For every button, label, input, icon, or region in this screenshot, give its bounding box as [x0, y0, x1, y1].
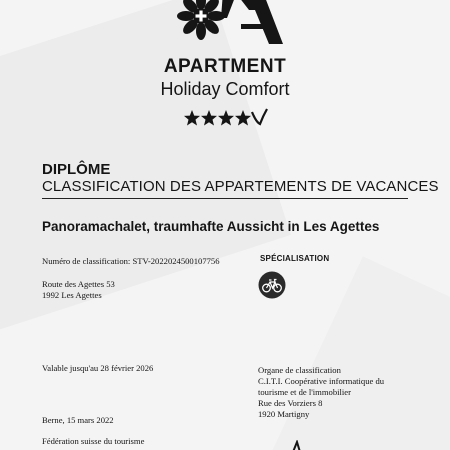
- signature-mark-icon: [291, 440, 307, 450]
- star-icon: [201, 110, 217, 126]
- organ-line: 1920 Martigny: [258, 409, 310, 420]
- organ-line: C.I.T.I. Coopérative informatique du: [258, 376, 385, 387]
- diploma-title: DIPLÔME: [42, 161, 111, 178]
- issuer-federation: Fédération suisse du tourisme: [42, 436, 145, 446]
- edelweiss-logo-icon: [165, 0, 285, 46]
- background-swoosh: [261, 256, 450, 450]
- property-name: Panoramachalet, traumhafte Aussicht in Les Agettes: [42, 219, 380, 234]
- organ-line: Rue des Vorziers 8: [258, 398, 323, 409]
- diploma-subtitle: CLASSIFICATION DES APPARTEMENTS DE VACANCES: [42, 178, 439, 195]
- star-icon: [184, 110, 200, 126]
- classification-organ: [258, 365, 384, 420]
- rating-stars: [184, 108, 268, 128]
- validity-date: Valable jusqu'au 28 février 2026: [42, 363, 154, 373]
- classification-number: Numéro de classification: STV-2022024500107756: [42, 256, 220, 266]
- star-icon: [218, 110, 234, 126]
- brand-title: APARTMENT: [163, 56, 287, 77]
- issue-place-date: Berne, 15 mars 2022: [42, 415, 114, 425]
- property-address: [42, 279, 115, 302]
- bicycle-icon: [258, 271, 286, 299]
- star-icon: [235, 110, 251, 126]
- organ-line: tourisme et de l'immobilier: [258, 387, 351, 398]
- address-line: Route des Agettes 53: [42, 279, 115, 289]
- superior-mark-icon: [252, 109, 267, 124]
- organ-line: Organe de classification: [258, 365, 341, 375]
- brand-subtitle: Holiday Comfort: [160, 79, 290, 99]
- specialisation-title: SPÉCIALISATION: [260, 254, 330, 263]
- divider: [42, 198, 408, 199]
- address-line: 1992 Les Agettes: [42, 290, 102, 301]
